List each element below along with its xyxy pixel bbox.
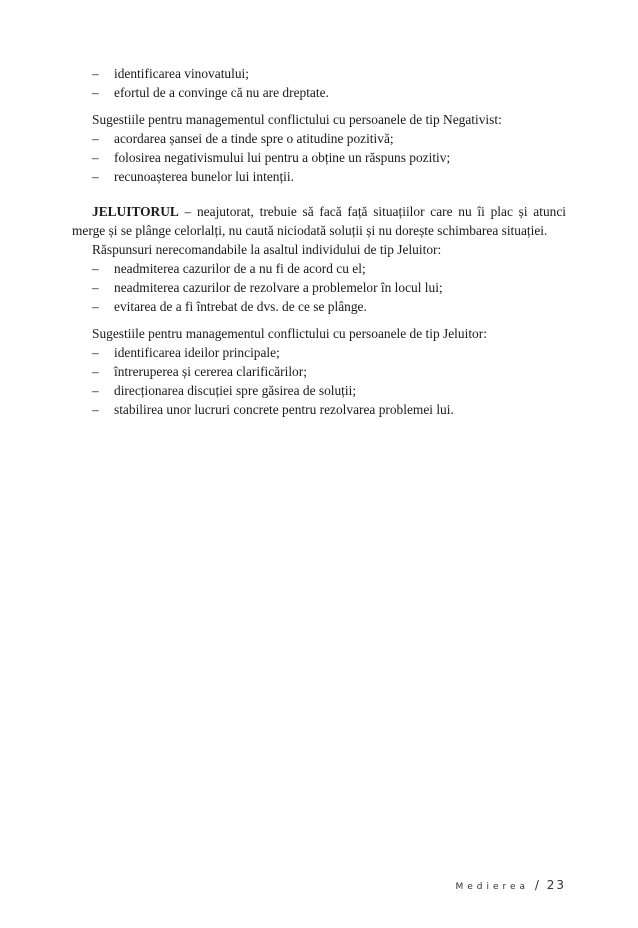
list-item: – efortul de a convinge că nu are dreptate. [92, 85, 329, 100]
list-item: – neadmiterea cazurilor de a nu fi de acord cu el; [92, 261, 366, 276]
list-item: – întreruperea și cererea clarificărilor; [92, 364, 307, 379]
list-item: – identificarea ideilor principale; [92, 345, 280, 360]
footer-book-title: Medierea [455, 882, 530, 892]
jeluitor-paragraph: JELUITORUL – neajutorat, trebuie să facă față situațiilor care nu îi plac și atunci merge și se plânge celorlalți, nu caută niciodată soluții și nu dorește schimbarea situației. [72, 204, 566, 238]
term-jeluitor: JELUITORUL [92, 204, 179, 219]
section-title-jeluitor-responses: Răspunsuri nerecomandabile la asaltul individului de tip Jeluitor: [92, 242, 442, 257]
list-item: – identificarea vinovatului; [92, 66, 249, 81]
section-title-negativist-suggestions: Sugestiile pentru managementul conflictului cu persoanele de tip Negativist: [92, 112, 502, 127]
list-item: – neadmiterea cazurilor de rezolvare a problemelor în locul lui; [92, 280, 443, 295]
list-item: – recunoașterea bunelor lui intenții. [92, 169, 294, 184]
list-item: – acordarea șansei de a tinde spre o atitudine pozitivă; [92, 131, 394, 146]
page-footer [380, 878, 566, 892]
section-title-jeluitor-suggestions: Sugestiile pentru managementul conflictului cu persoanele de tip Jeluitor: [92, 326, 487, 341]
list-item: – stabilirea unor lucruri concrete pentru rezolvarea problemei lui. [92, 402, 454, 417]
page-content [72, 64, 566, 419]
footer-separator: / [529, 878, 547, 892]
page-number: 23 [546, 878, 566, 892]
list-item: – folosirea negativismului lui pentru a obține un răspuns pozitiv; [92, 150, 451, 165]
list-item: – evitarea de a fi întrebat de dvs. de ce se plânge. [92, 299, 367, 314]
list-item: – direcționarea discuției spre găsirea de soluții; [92, 383, 357, 398]
